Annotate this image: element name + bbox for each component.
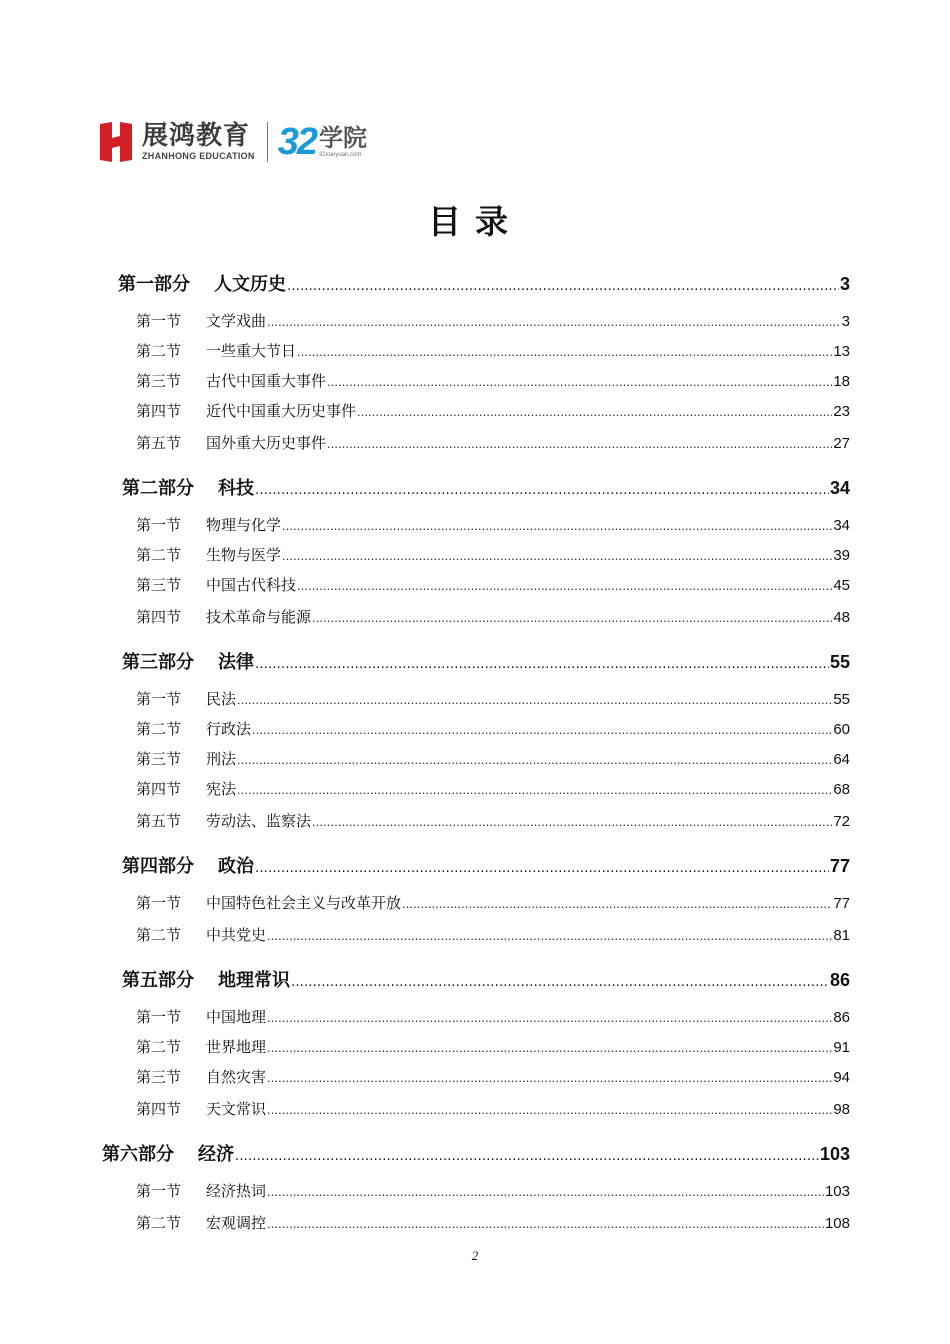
section-title: 经济热词 xyxy=(206,1182,267,1200)
logo-divider xyxy=(267,122,268,162)
toc-section-row[interactable] xyxy=(136,718,850,742)
part-number: 第三部分 xyxy=(122,652,194,673)
part-page-number: 3 xyxy=(839,274,850,294)
leader-dots xyxy=(297,342,832,360)
part-title: 地理常识 xyxy=(218,970,290,991)
part-title: 人文历史 xyxy=(214,274,286,295)
section-number: 第一节 xyxy=(136,516,182,534)
section-title: 宪法 xyxy=(206,780,237,798)
toc-section-row[interactable] xyxy=(136,1036,850,1060)
leader-dots xyxy=(255,856,829,877)
logo2-number: 32 xyxy=(277,121,317,163)
section-page-number: 18 xyxy=(833,373,850,390)
part-page-number: 55 xyxy=(829,652,850,672)
leader-dots xyxy=(255,652,829,673)
section-page-number: 91 xyxy=(833,1039,850,1056)
toc-section-row[interactable] xyxy=(136,1212,850,1236)
leader-dots xyxy=(291,970,829,991)
leader-dots xyxy=(267,1214,824,1232)
zhanhong-logo-text xyxy=(142,122,255,162)
toc-part-row[interactable] xyxy=(122,852,850,876)
section-title: 文学戏曲 xyxy=(206,312,267,330)
toc-section-row[interactable] xyxy=(136,1180,850,1204)
section-title: 近代中国重大历史事件 xyxy=(206,402,357,420)
part-number: 第五部分 xyxy=(122,970,194,991)
section-page-number: 13 xyxy=(833,343,850,360)
section-page-number: 3 xyxy=(841,313,850,330)
leader-dots xyxy=(267,1068,832,1086)
part-page-number: 86 xyxy=(829,970,850,990)
section-page-number: 72 xyxy=(833,813,850,830)
section-number: 第一节 xyxy=(136,312,182,330)
toc-section-row[interactable] xyxy=(136,400,850,424)
part-number: 第四部分 xyxy=(122,856,194,877)
section-number: 第二节 xyxy=(136,546,182,564)
section-number: 第二节 xyxy=(136,720,182,738)
section-number: 第三节 xyxy=(136,576,182,594)
leader-dots xyxy=(282,546,832,564)
part-number: 第一部分 xyxy=(118,274,190,295)
page-number: 2 xyxy=(471,1248,479,1263)
toc-section-row[interactable] xyxy=(136,688,850,712)
section-page-number: 68 xyxy=(833,781,850,798)
page-title: 目录 xyxy=(428,202,522,241)
toc-section-row[interactable] xyxy=(136,924,850,948)
section-number: 第三节 xyxy=(136,372,182,390)
section-page-number: 81 xyxy=(833,927,850,944)
part-page-number: 34 xyxy=(829,478,850,498)
section-page-number: 45 xyxy=(833,577,850,594)
section-title: 技术革命与能源 xyxy=(206,608,312,626)
leader-dots xyxy=(267,1008,832,1026)
section-title: 自然灾害 xyxy=(206,1068,267,1086)
toc-section-row[interactable] xyxy=(136,606,850,630)
toc-section-row[interactable] xyxy=(136,310,850,334)
section-title: 宏观调控 xyxy=(206,1214,267,1232)
toc-part-row[interactable] xyxy=(118,270,850,294)
section-title: 生物与医学 xyxy=(206,546,282,564)
logo-cn: 展鸿教育 xyxy=(142,121,251,151)
leader-dots xyxy=(267,312,841,330)
leader-dots xyxy=(312,608,832,626)
section-title: 刑法 xyxy=(206,750,237,768)
section-title: 国外重大历史事件 xyxy=(206,434,327,452)
toc-part-row[interactable] xyxy=(122,966,850,990)
section-title: 民法 xyxy=(206,690,237,708)
leader-dots xyxy=(255,478,829,499)
leader-dots xyxy=(267,1100,832,1118)
toc-section-row[interactable] xyxy=(136,544,850,568)
leader-dots xyxy=(402,894,832,912)
section-title: 劳动法、监察法 xyxy=(206,812,312,830)
section-title: 古代中国重大事件 xyxy=(206,372,327,390)
header-logos xyxy=(98,118,367,166)
toc-part-row[interactable] xyxy=(102,1140,850,1164)
leader-dots xyxy=(235,1144,819,1165)
leader-dots xyxy=(267,1182,824,1200)
section-page-number: 108 xyxy=(824,1215,850,1232)
section-title: 一些重大节日 xyxy=(206,342,297,360)
toc-section-row[interactable] xyxy=(136,892,850,916)
section-title: 物理与化学 xyxy=(206,516,282,534)
toc-section-row[interactable] xyxy=(136,1066,850,1090)
section-number: 第五节 xyxy=(136,812,182,830)
toc-section-row[interactable] xyxy=(136,340,850,364)
section-title: 天文常识 xyxy=(206,1100,267,1118)
section-page-number: 48 xyxy=(833,609,850,626)
part-number: 第六部分 xyxy=(102,1144,174,1165)
section-number: 第三节 xyxy=(136,1068,182,1086)
leader-dots xyxy=(252,720,832,738)
section-number: 第四节 xyxy=(136,402,182,420)
section-number: 第一节 xyxy=(136,1008,182,1026)
toc-section-row[interactable] xyxy=(136,432,850,456)
section-page-number: 39 xyxy=(833,547,850,564)
leader-dots xyxy=(357,402,832,420)
section-number: 第四节 xyxy=(136,780,182,798)
toc-section-row[interactable] xyxy=(136,778,850,802)
section-page-number: 60 xyxy=(833,721,850,738)
section-number: 第一节 xyxy=(136,1182,182,1200)
toc-section-row[interactable] xyxy=(136,810,850,834)
section-number: 第一节 xyxy=(136,894,182,912)
section-number: 第四节 xyxy=(136,1100,182,1118)
leader-dots xyxy=(287,274,839,295)
section-page-number: 34 xyxy=(833,517,850,534)
leader-dots xyxy=(237,690,832,708)
logo2-url: 32xueyuan.com xyxy=(319,152,362,158)
leader-dots xyxy=(267,926,832,944)
toc-section-row[interactable] xyxy=(136,514,850,538)
section-page-number: 103 xyxy=(824,1183,850,1200)
part-page-number: 77 xyxy=(829,856,850,876)
leader-dots xyxy=(327,372,832,390)
section-title: 世界地理 xyxy=(206,1038,267,1056)
section-number: 第一节 xyxy=(136,690,182,708)
section-page-number: 94 xyxy=(833,1069,850,1086)
part-title: 科技 xyxy=(218,478,254,499)
section-page-number: 77 xyxy=(833,895,850,912)
toc-section-row[interactable] xyxy=(136,574,850,598)
leader-dots xyxy=(282,516,832,534)
logo-en: ZHANHONG EDUCATION xyxy=(142,151,255,161)
section-number: 第四节 xyxy=(136,608,182,626)
part-number: 第二部分 xyxy=(122,478,194,499)
section-page-number: 55 xyxy=(833,691,850,708)
part-title: 政治 xyxy=(218,856,254,877)
section-number: 第三节 xyxy=(136,750,182,768)
zhanhong-logo-icon xyxy=(98,120,134,164)
section-number: 第二节 xyxy=(136,1038,182,1056)
leader-dots xyxy=(327,434,832,452)
section-page-number: 23 xyxy=(833,403,850,420)
part-page-number: 103 xyxy=(819,1144,850,1164)
section-number: 第五节 xyxy=(136,434,182,452)
section-number: 第二节 xyxy=(136,926,182,944)
section-page-number: 98 xyxy=(833,1101,850,1118)
section-title: 中国特色社会主义与改革开放 xyxy=(206,894,402,912)
leader-dots xyxy=(237,750,832,768)
toc-section-row[interactable] xyxy=(136,748,850,772)
section-title: 中国地理 xyxy=(206,1008,267,1026)
leader-dots xyxy=(237,780,832,798)
section-page-number: 64 xyxy=(833,751,850,768)
toc-part-row[interactable] xyxy=(122,648,850,672)
part-title: 法律 xyxy=(218,652,254,673)
section-title: 行政法 xyxy=(206,720,252,738)
section-page-number: 27 xyxy=(833,435,850,452)
leader-dots xyxy=(267,1038,832,1056)
section-number: 第二节 xyxy=(136,1214,182,1232)
section-number: 第二节 xyxy=(136,342,182,360)
toc-section-row[interactable] xyxy=(136,1006,850,1030)
part-title: 经济 xyxy=(198,1144,234,1165)
section-title: 中共党史 xyxy=(206,926,267,944)
section-title: 中国古代科技 xyxy=(206,576,297,594)
section-page-number: 86 xyxy=(833,1009,850,1026)
toc-section-row[interactable] xyxy=(136,1098,850,1122)
leader-dots xyxy=(312,812,832,830)
toc-section-row[interactable] xyxy=(136,370,850,394)
xueyuan-logo xyxy=(278,122,367,162)
leader-dots xyxy=(297,576,832,594)
logo2-cn: 学院 xyxy=(319,124,368,152)
toc-part-row[interactable] xyxy=(122,474,850,498)
